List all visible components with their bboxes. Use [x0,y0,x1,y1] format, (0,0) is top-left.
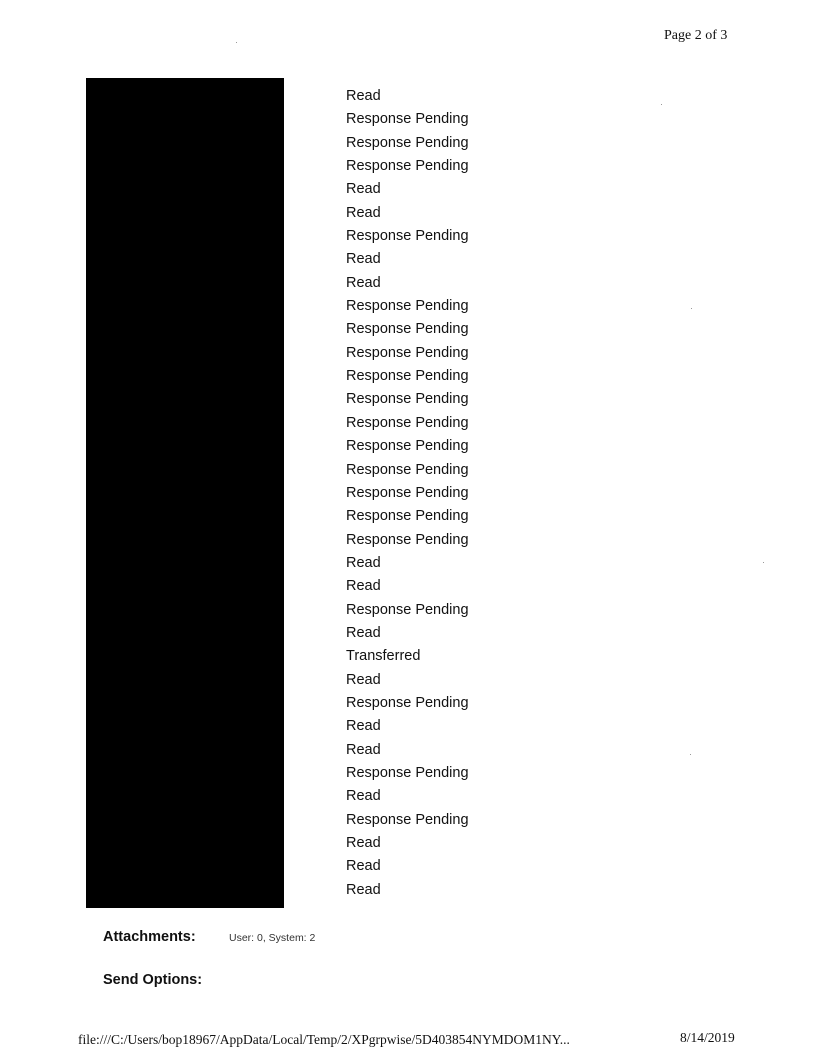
status-item: Response Pending [346,438,469,455]
status-item: Read [346,671,381,688]
scan-speck [661,104,662,105]
status-item: Response Pending [346,531,469,548]
status-item: Response Pending [346,344,469,361]
status-list [346,86,469,903]
scan-speck [690,754,691,755]
status-item: Read [346,718,381,735]
status-item: Read [346,554,381,571]
status-item: Read [346,624,381,641]
status-item: Read [346,741,381,758]
status-item: Response Pending [346,461,469,478]
status-item: Response Pending [346,298,469,315]
status-item: Read [346,578,381,595]
status-item: Transferred [346,648,421,665]
status-item: Read [346,204,381,221]
scan-speck [763,562,764,563]
file-path: file:///C:/Users/bop18967/AppData/Local/Temp/2/XPgrpwise/5D403854NYMDOM1NY... [78,1032,570,1047]
status-item: Response Pending [346,321,469,338]
status-item: Response Pending [346,484,469,501]
print-date: 8/14/2019 [680,1030,735,1045]
redaction-block [86,78,284,908]
status-item: Response Pending [346,694,469,711]
status-item: Response Pending [346,134,469,151]
status-item: Read [346,274,381,291]
status-item: Read [346,881,381,898]
status-item: Read [346,181,381,198]
status-item: Response Pending [346,811,469,828]
attachments-label: Attachments: [103,929,196,945]
scan-speck [236,42,237,43]
status-item: Response Pending [346,764,469,781]
status-item: Response Pending [346,391,469,408]
status-item: Read [346,858,381,875]
status-item: Response Pending [346,368,469,385]
status-item: Read [346,788,381,805]
status-item: Read [346,835,381,851]
status-item: Read [346,251,381,268]
status-item: Response Pending [346,508,469,525]
status-item: Response Pending [346,111,469,128]
status-item: Read [346,88,381,104]
page-number: Page 2 of 3 [664,28,728,43]
send-options-label: Send Options: [103,972,203,988]
status-item: Response Pending [346,158,469,175]
status-item: Response Pending [346,228,469,245]
scan-speck [691,308,692,309]
status-item: Response Pending [346,414,469,431]
status-item: Response Pending [346,601,469,618]
attachments-value: User: 0, System: 2 [229,932,316,944]
